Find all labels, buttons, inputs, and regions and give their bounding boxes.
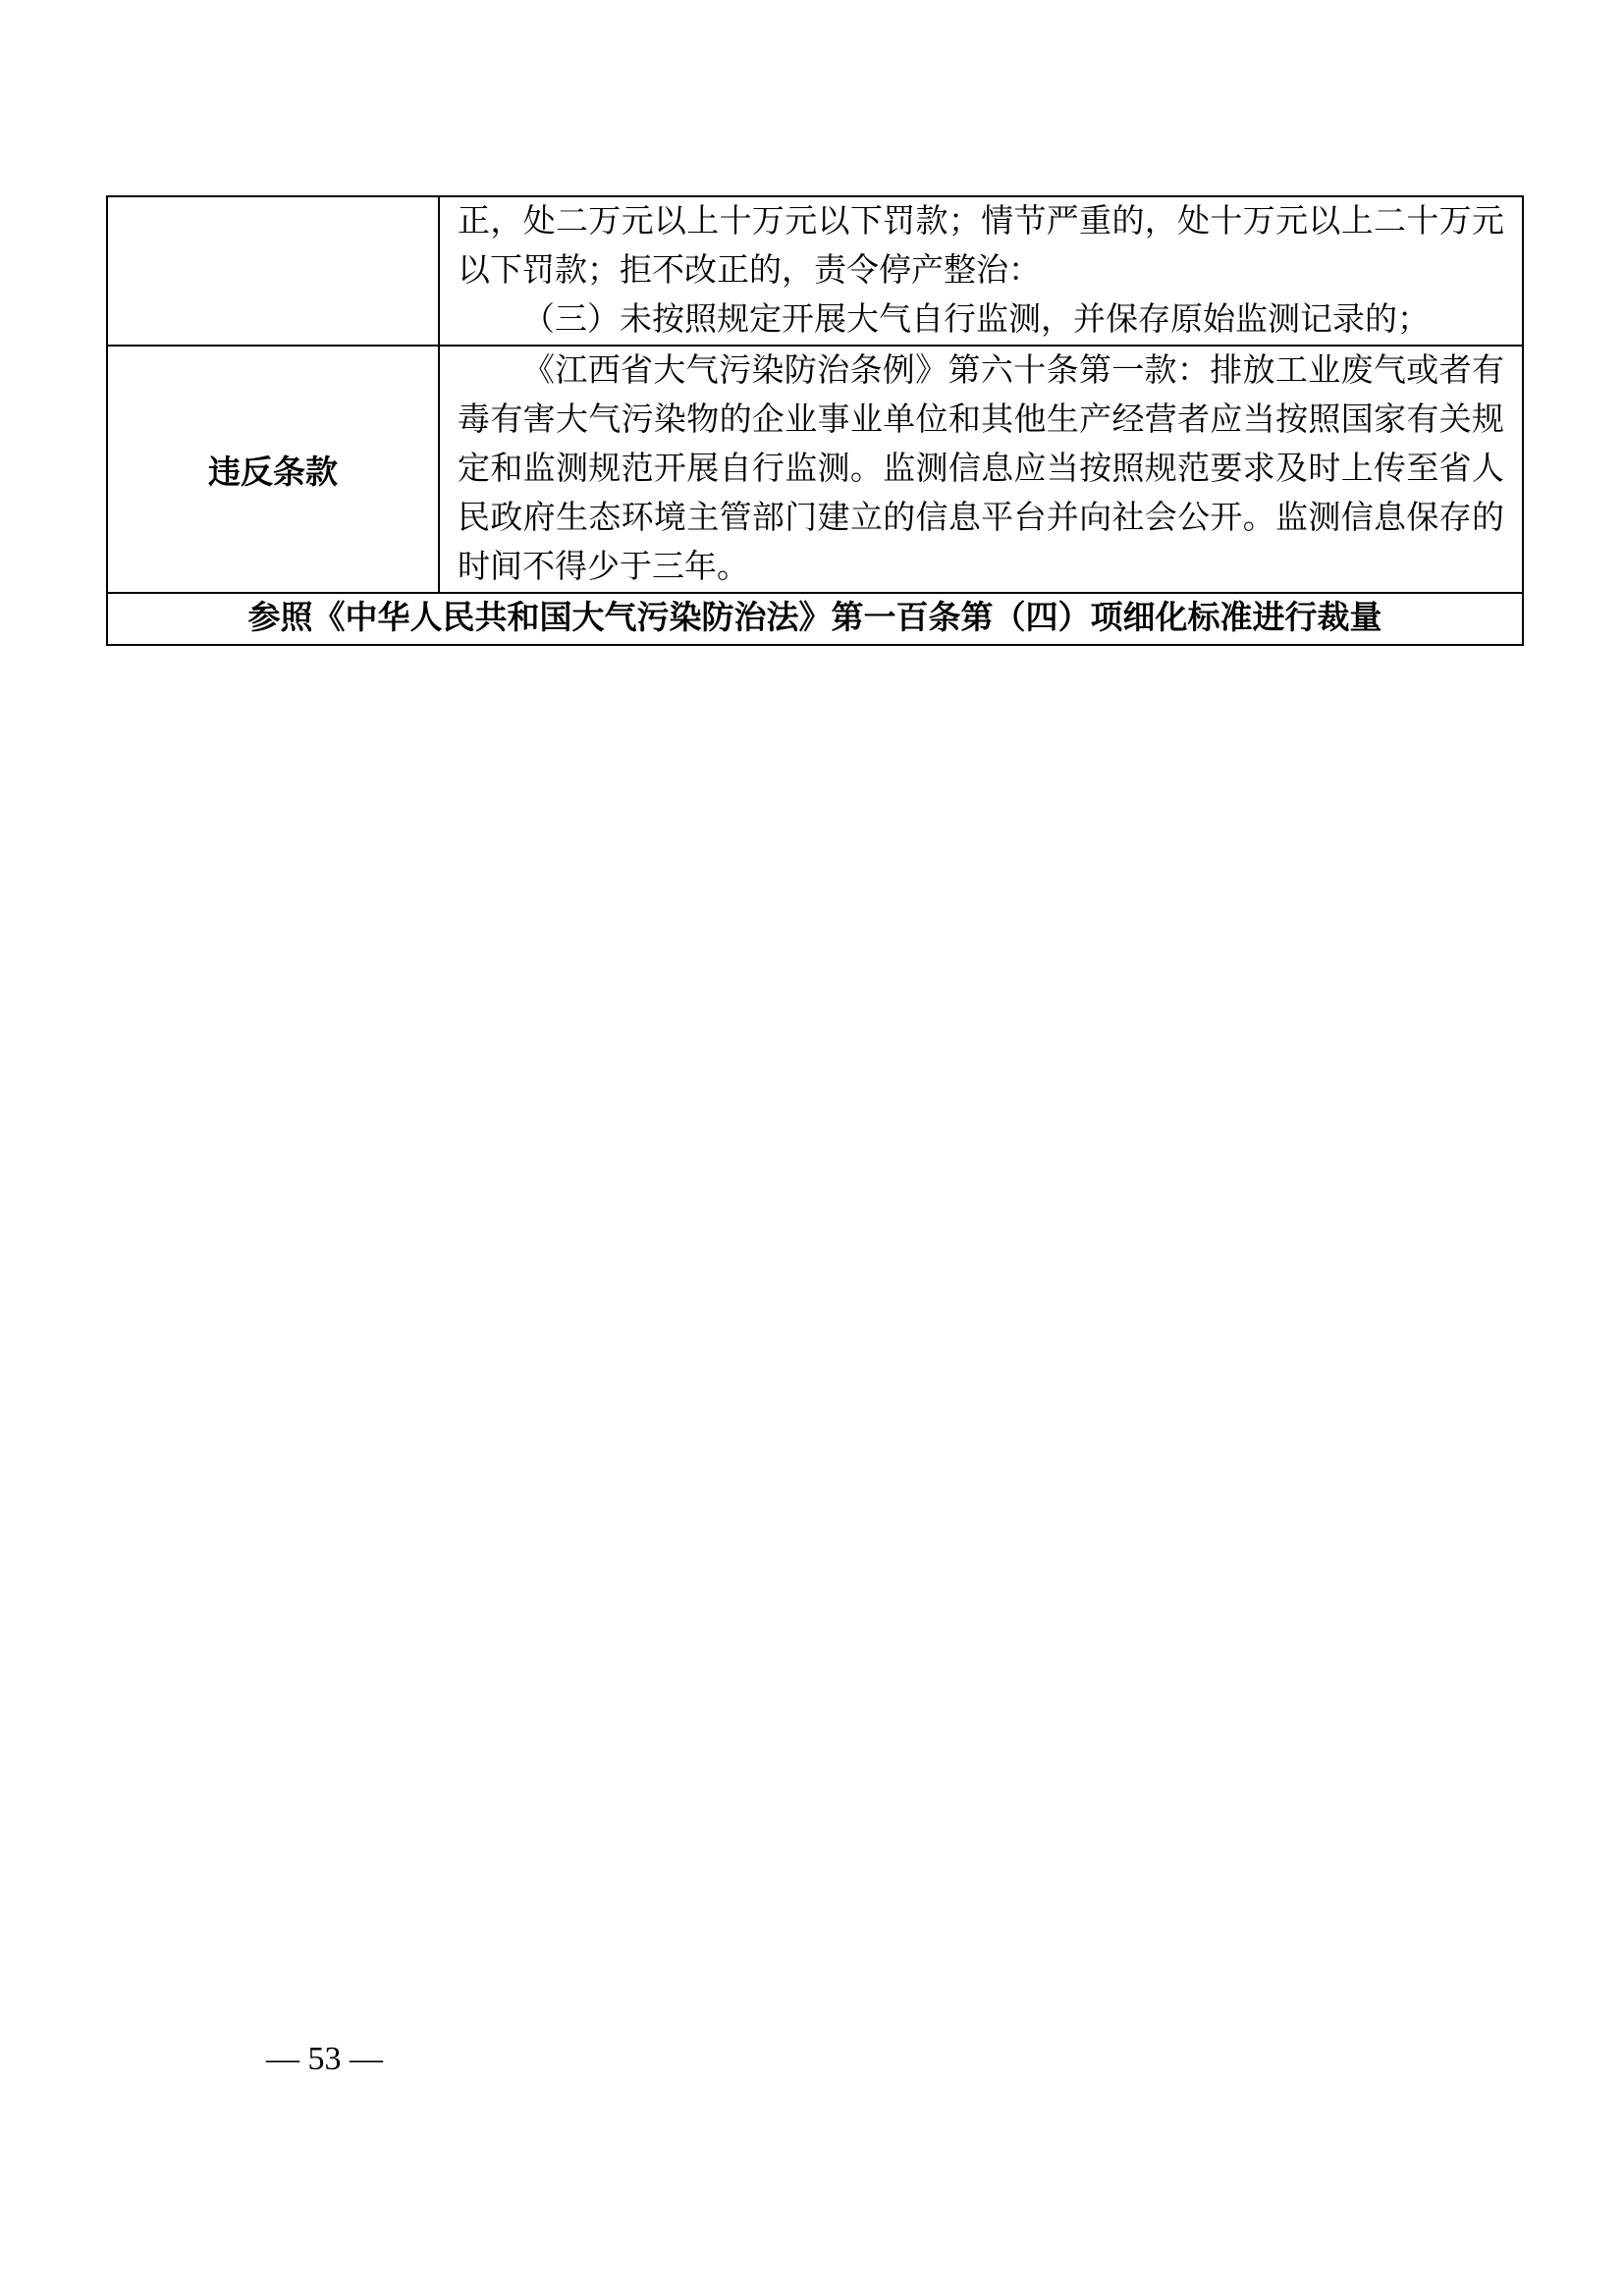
violated-clause-content-cell: [439, 346, 1523, 593]
page-number: — 53 —: [266, 2041, 383, 2077]
discretion-note-text: 参照《中华人民共和国大气污染防治法》第一百条第（四）项细化标准进行裁量: [107, 593, 1523, 645]
penalty-continuation-text: 正，处二万元以上十万元以下罚款；情节严重的，处十万元以上二十万元以下罚款；拒不改正的，责令停产整治：: [458, 204, 1504, 289]
continuation-content-cell: [439, 196, 1523, 346]
violated-clause-text: 《江西省大气污染防治条例》第六十条第一款：排放工业废气或者有毒有害大气污染物的企业事业单位和其他生产经营者应当按照国家有关规定和监测规范开展自行监测。监测信息应当按照规范要求及时上传至省人民政府生态环境主管部门建立的信息平台并向社会公开。监测信息保存的时间不得少于三年。: [458, 353, 1504, 585]
violated-clause-label: 违反条款: [107, 346, 439, 593]
table-row-discretion-note: [107, 593, 1523, 645]
table-row-continuation: [107, 196, 1523, 346]
penalty-item-three-text: （三）未按照规定开展大气自行监测，并保存原始监测记录的；: [522, 302, 1430, 338]
violation-table: [106, 195, 1524, 646]
empty-label-cell: [107, 196, 439, 346]
table-row-violated-clause: [107, 346, 1523, 593]
